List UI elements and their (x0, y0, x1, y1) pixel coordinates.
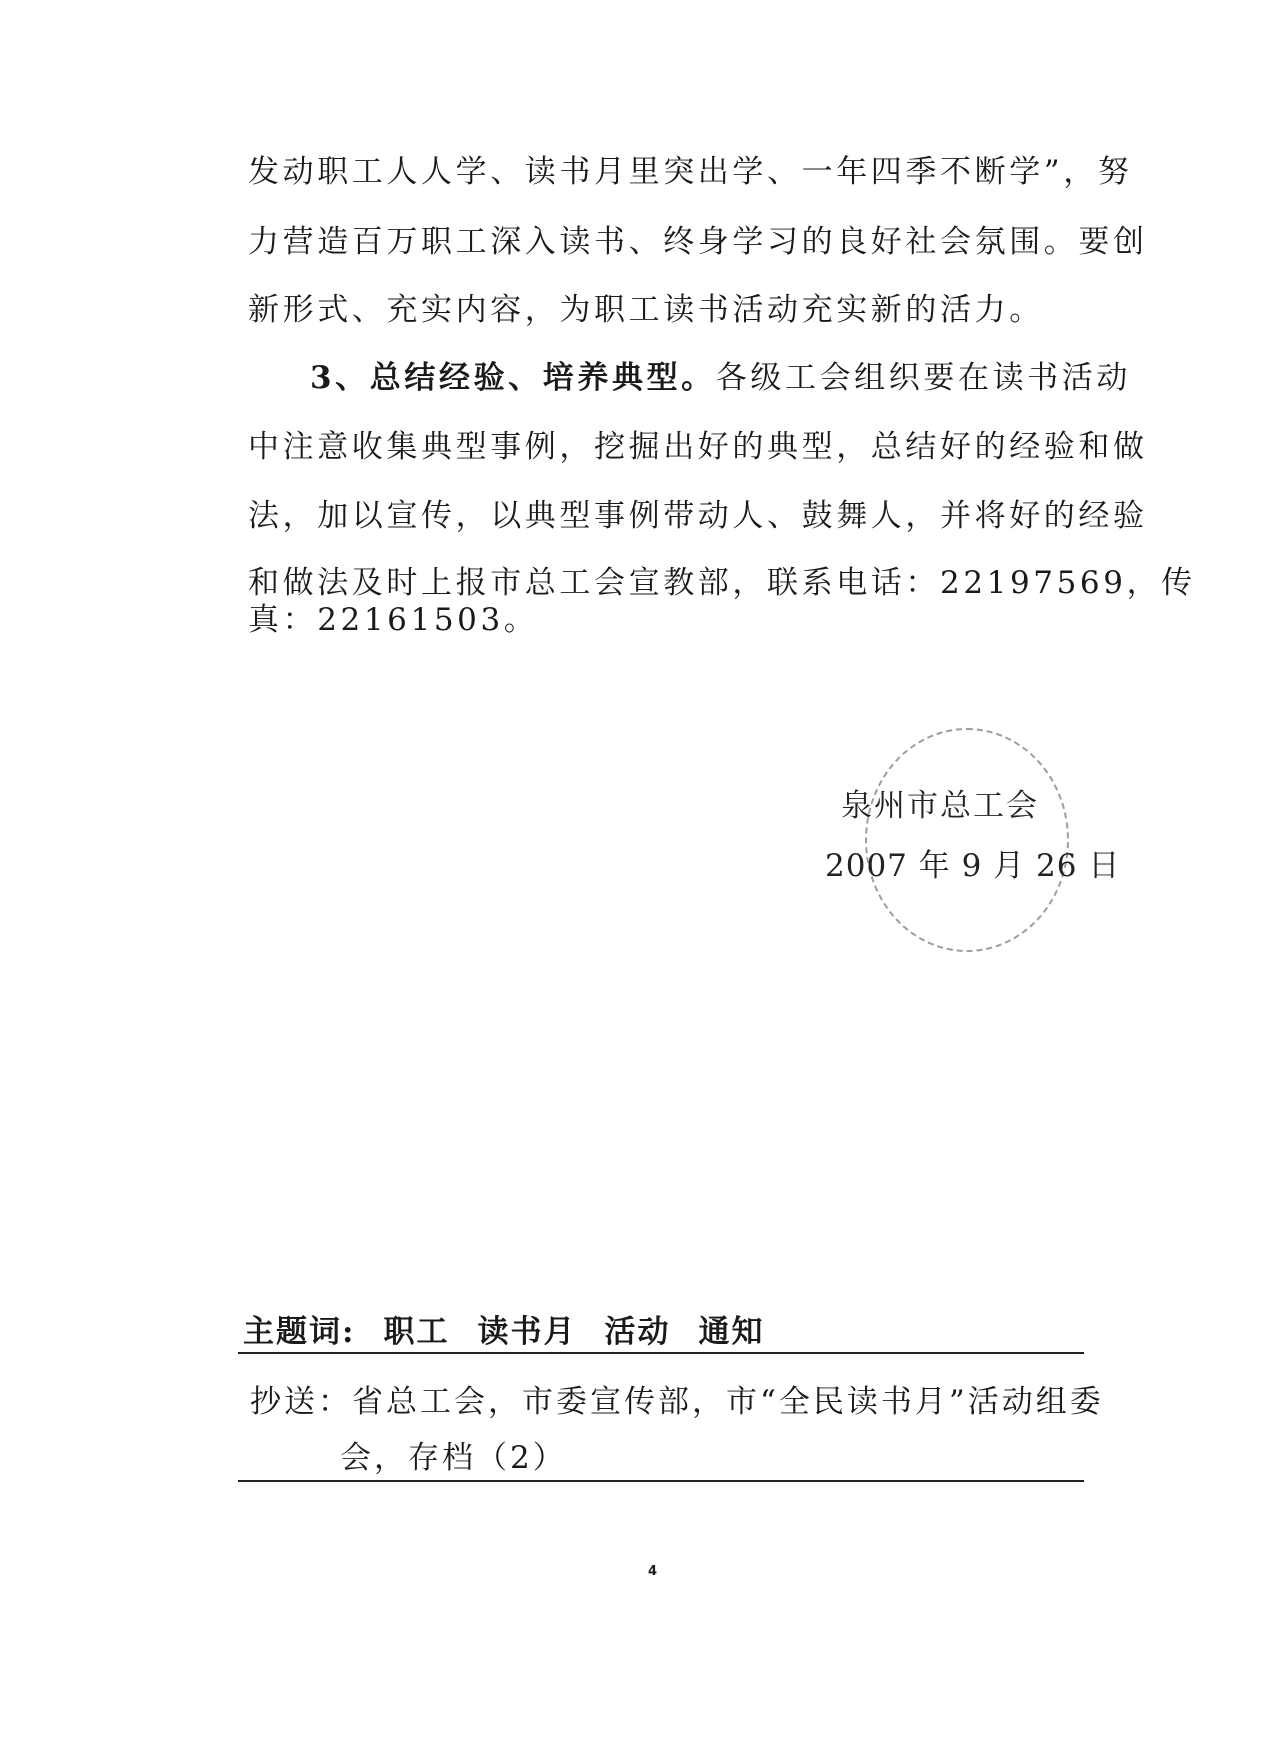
divider (238, 1480, 1084, 1482)
cc-line: 会，存档（2） (340, 1440, 567, 1476)
body-line: 法，加以宣传，以典型事例带动人、鼓舞人，并将好的经验 (248, 498, 1148, 534)
signature-date: 2007 年 9 月 26 日 (825, 848, 1121, 884)
page-number: 4 (648, 1564, 658, 1579)
section3-heading: 3、总结经验、培养典型。 (310, 360, 716, 396)
body-line: 发动职工人人学、读书月里突出学、一年四季不断学”，努 (248, 154, 1133, 190)
section3-first-line (310, 358, 1131, 398)
keywords-label: 主题词: (243, 1314, 356, 1350)
subject-keywords (243, 1306, 764, 1351)
signature-block (825, 728, 1121, 948)
section3-text: 各级工会组织要在读书活动 (715, 360, 1131, 396)
cc-line: 抄送：省总工会，市委宣传部，市“全民读书月”活动组委 (250, 1384, 1104, 1420)
body-line: 和做法及时上报市总工会宣教部，联系电话：22197569，传 (248, 565, 1196, 601)
keyword: 活动 (604, 1314, 671, 1350)
keyword: 通知 (698, 1314, 765, 1350)
divider (238, 1352, 1084, 1354)
body-line: 真：22161503。 (248, 602, 539, 638)
keyword: 读书月 (477, 1314, 577, 1350)
signature-org: 泉州市总工会 (841, 788, 1039, 824)
body-line: 新形式、充实内容，为职工读书活动充实新的活力。 (248, 292, 1044, 328)
keyword: 职工 (383, 1314, 450, 1350)
body-line: 中注意收集典型事例，挖掘出好的典型，总结好的经验和做 (248, 429, 1148, 465)
body-line: 力营造百万职工深入读书、终身学习的良好社会氛围。要创 (248, 224, 1148, 260)
